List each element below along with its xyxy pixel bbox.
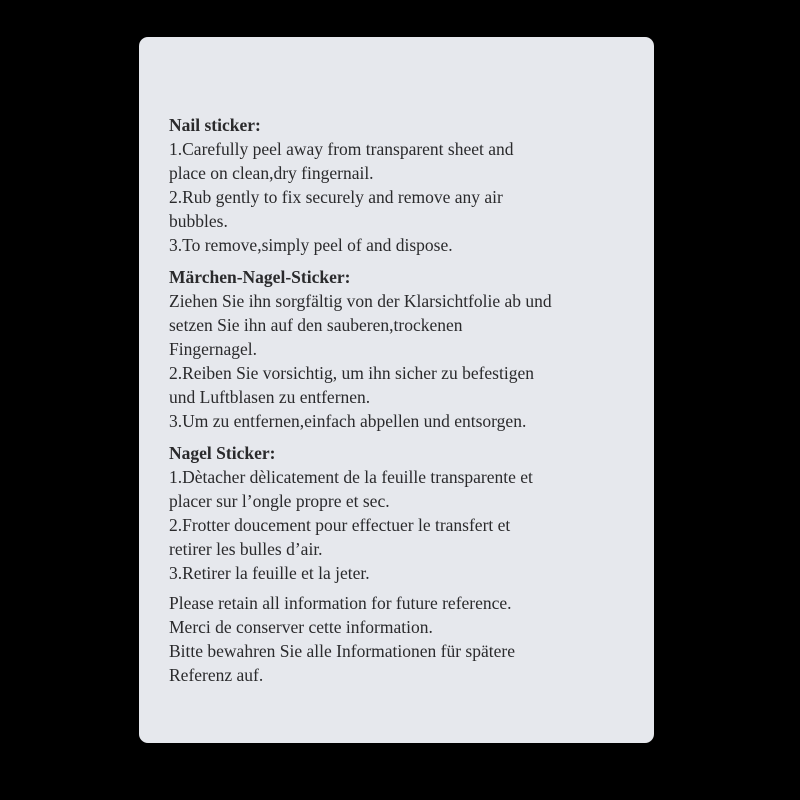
section-german — [169, 265, 644, 433]
section-heading-german: Märchen-Nagel-Sticker: — [169, 267, 351, 287]
instruction-line: 2.Frotter doucement pour effectuer le transfert et — [169, 515, 511, 535]
instruction-line: 3.Um zu entfernen,einfach abpellen und entsorgen. — [169, 411, 527, 431]
instruction-line: 2.Reiben Sie vorsichtig, um ihn sicher zu befestigen — [169, 363, 534, 383]
section-french — [169, 441, 644, 585]
footer-line: Merci de conserver cette information. — [169, 617, 433, 637]
instruction-line: setzen Sie ihn auf den sauberen,trockenen — [169, 315, 463, 335]
instruction-card — [139, 37, 654, 743]
footer-line: Referenz auf. — [169, 665, 264, 685]
footer-line: Bitte bewahren Sie alle Informationen für spätere — [169, 641, 515, 661]
instruction-line: 1.Carefully peel away from transparent sheet and — [169, 139, 514, 159]
section-english — [169, 113, 644, 257]
instruction-line: 1.Dètacher dèlicatement de la feuille transparente et — [169, 467, 533, 487]
instruction-line: 3.To remove,simply peel of and dispose. — [169, 235, 453, 255]
instruction-line: 3.Retirer la feuille et la jeter. — [169, 563, 370, 583]
section-heading-french: Nagel Sticker: — [169, 443, 276, 463]
footer-notice — [169, 591, 644, 687]
section-heading-english: Nail sticker: — [169, 115, 261, 135]
instruction-line: Ziehen Sie ihn sorgfältig von der Klarsichtfolie ab und — [169, 291, 552, 311]
instruction-line: Fingernagel. — [169, 339, 257, 359]
instruction-line: placer sur l’ongle propre et sec. — [169, 491, 390, 511]
instruction-line: place on clean,dry fingernail. — [169, 163, 374, 183]
footer-line: Please retain all information for future reference. — [169, 593, 512, 613]
instruction-line: bubbles. — [169, 211, 228, 231]
instruction-line: retirer les bulles d’air. — [169, 539, 323, 559]
instruction-line: und Luftblasen zu entfernen. — [169, 387, 371, 407]
instruction-line: 2.Rub gently to fix securely and remove any air — [169, 187, 503, 207]
